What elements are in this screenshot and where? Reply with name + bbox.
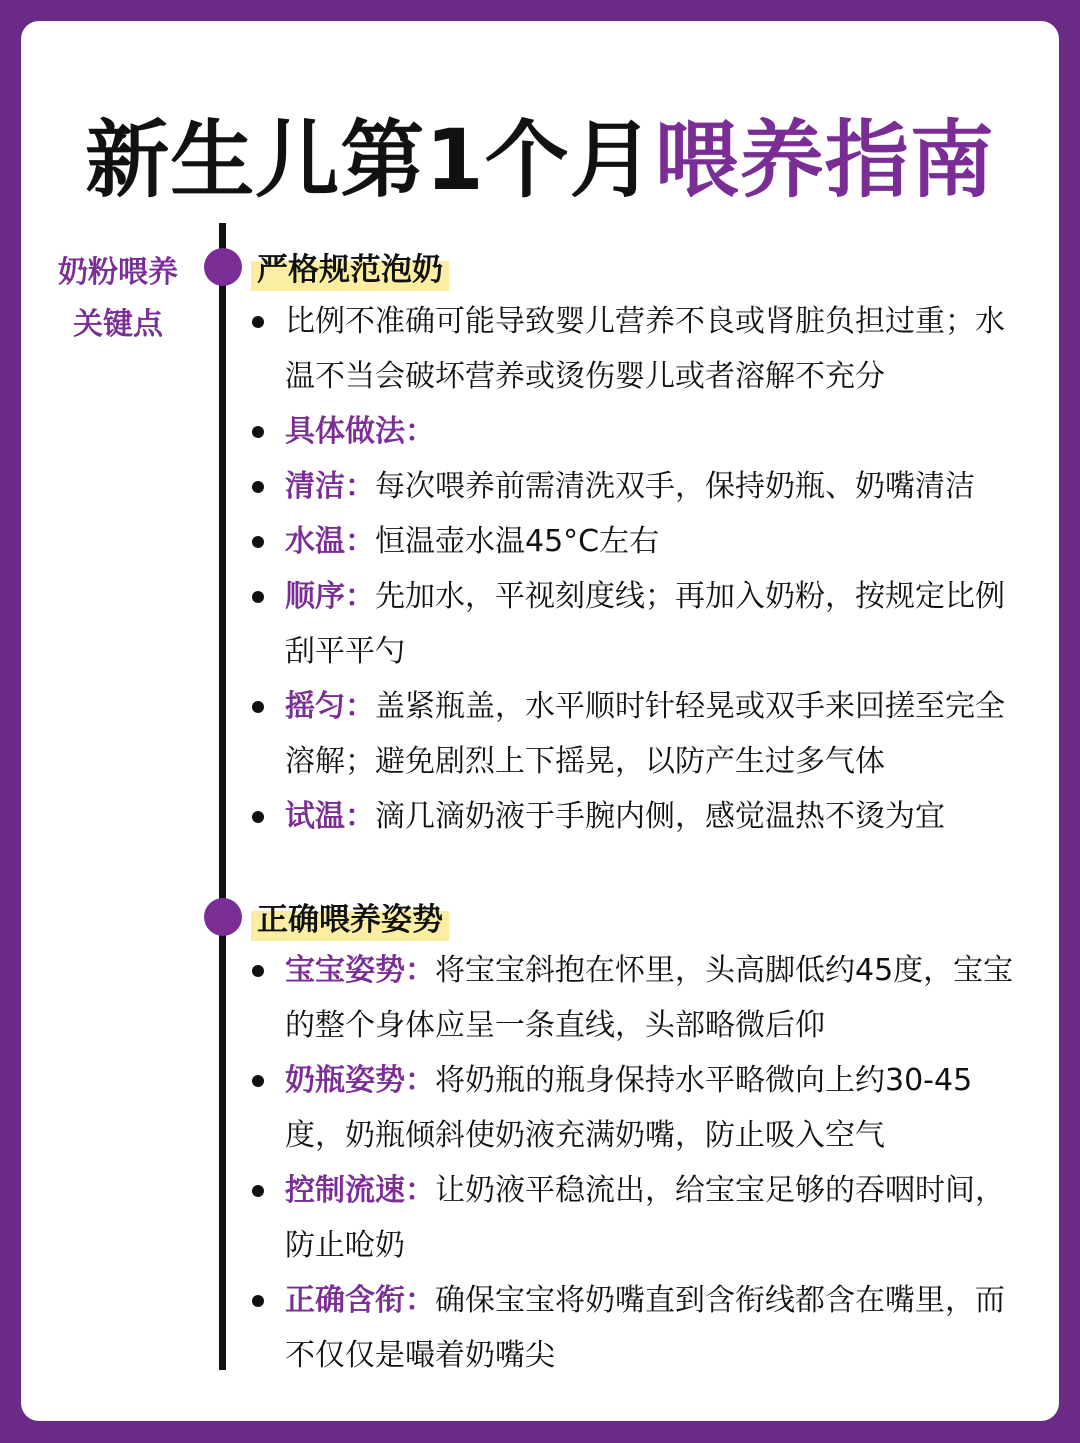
title-main: 新生儿第1个月 [85,111,655,209]
bullet-dot [252,481,264,493]
item-keyword: 清洁： [285,469,375,504]
side-label-line2: 关键点 [73,307,163,342]
item-text: 比例不准确可能导致婴儿营养不良或肾脏负担过重；水温不当会破坏营养或烫伤婴儿或者溶解不充分 [285,304,1005,394]
item-text: 将奶瓶的瓶身保持水平略微向上约30-45度，奶瓶倾斜使奶液充满奶嘴，防止吸入空气 [285,1063,973,1153]
item-text: 确保宝宝将奶嘴直到含衔线都含在嘴里，而不仅仅是嘬着奶嘴尖 [285,1283,1005,1373]
list-item [251,404,1031,459]
item-keyword: 宝宝姿势： [285,953,435,988]
side-label [51,247,185,351]
item-text: 恒温壶水温45°C左右 [375,524,660,559]
bullet-dot [252,591,264,603]
bullet-dot [252,536,264,548]
section-list-1 [251,294,1031,844]
item-keyword: 试温： [285,799,375,834]
bullet-dot [252,1185,264,1197]
timeline-dot-2 [204,898,242,936]
item-keyword: 具体做法： [285,414,435,449]
item-text: 盖紧瓶盖，水平顺时针轻晃或双手来回搓至完全溶解；避免剧烈上下摇晃，以防产生过多气体 [285,689,1005,779]
list-item [251,943,1031,1053]
list-item [251,459,1031,514]
side-label-line1: 奶粉喂养 [58,255,178,290]
bullet-dot [252,1295,264,1307]
item-text: 每次喂养前需清洗双手，保持奶瓶、奶嘴清洁 [375,469,975,504]
list-item [251,294,1031,404]
list-item [251,1053,1031,1163]
item-keyword: 水温： [285,524,375,559]
bullet-dot [252,316,264,328]
list-item [251,789,1031,844]
bullet-dot [252,965,264,977]
bullet-dot [252,426,264,438]
timeline-dot-1 [204,248,242,286]
item-keyword: 奶瓶姿势： [285,1063,435,1098]
list-item [251,1273,1031,1383]
item-keyword: 控制流速： [285,1173,435,1208]
bullet-dot [252,811,264,823]
section-heading-1: 严格规范泡奶 [251,249,449,291]
item-keyword: 正确含衔： [285,1283,435,1318]
item-text: 滴几滴奶液于手腕内侧，感觉温热不烫为宜 [375,799,945,834]
guide-card [21,21,1059,1421]
item-text: 先加水，平视刻度线；再加入奶粉，按规定比例刮平平勺 [285,579,1005,669]
item-keyword: 摇匀： [285,689,375,724]
list-item [251,569,1031,679]
page-title [21,93,1059,214]
item-text: 将宝宝斜抱在怀里，头高脚低约45度，宝宝的整个身体应呈一条直线，头部略微后仰 [285,953,1014,1043]
item-keyword: 顺序： [285,579,375,614]
section-list-2 [251,943,1031,1383]
title-accent: 喂养指南 [654,111,995,209]
list-item [251,679,1031,789]
list-item [251,1163,1031,1273]
bullet-dot [252,1075,264,1087]
item-text: 让奶液平稳流出，给宝宝足够的吞咽时间，防止呛奶 [285,1173,1005,1263]
timeline-line [219,223,226,1370]
bullet-dot [252,701,264,713]
list-item [251,514,1031,569]
section-heading-2: 正确喂养姿势 [251,899,449,941]
